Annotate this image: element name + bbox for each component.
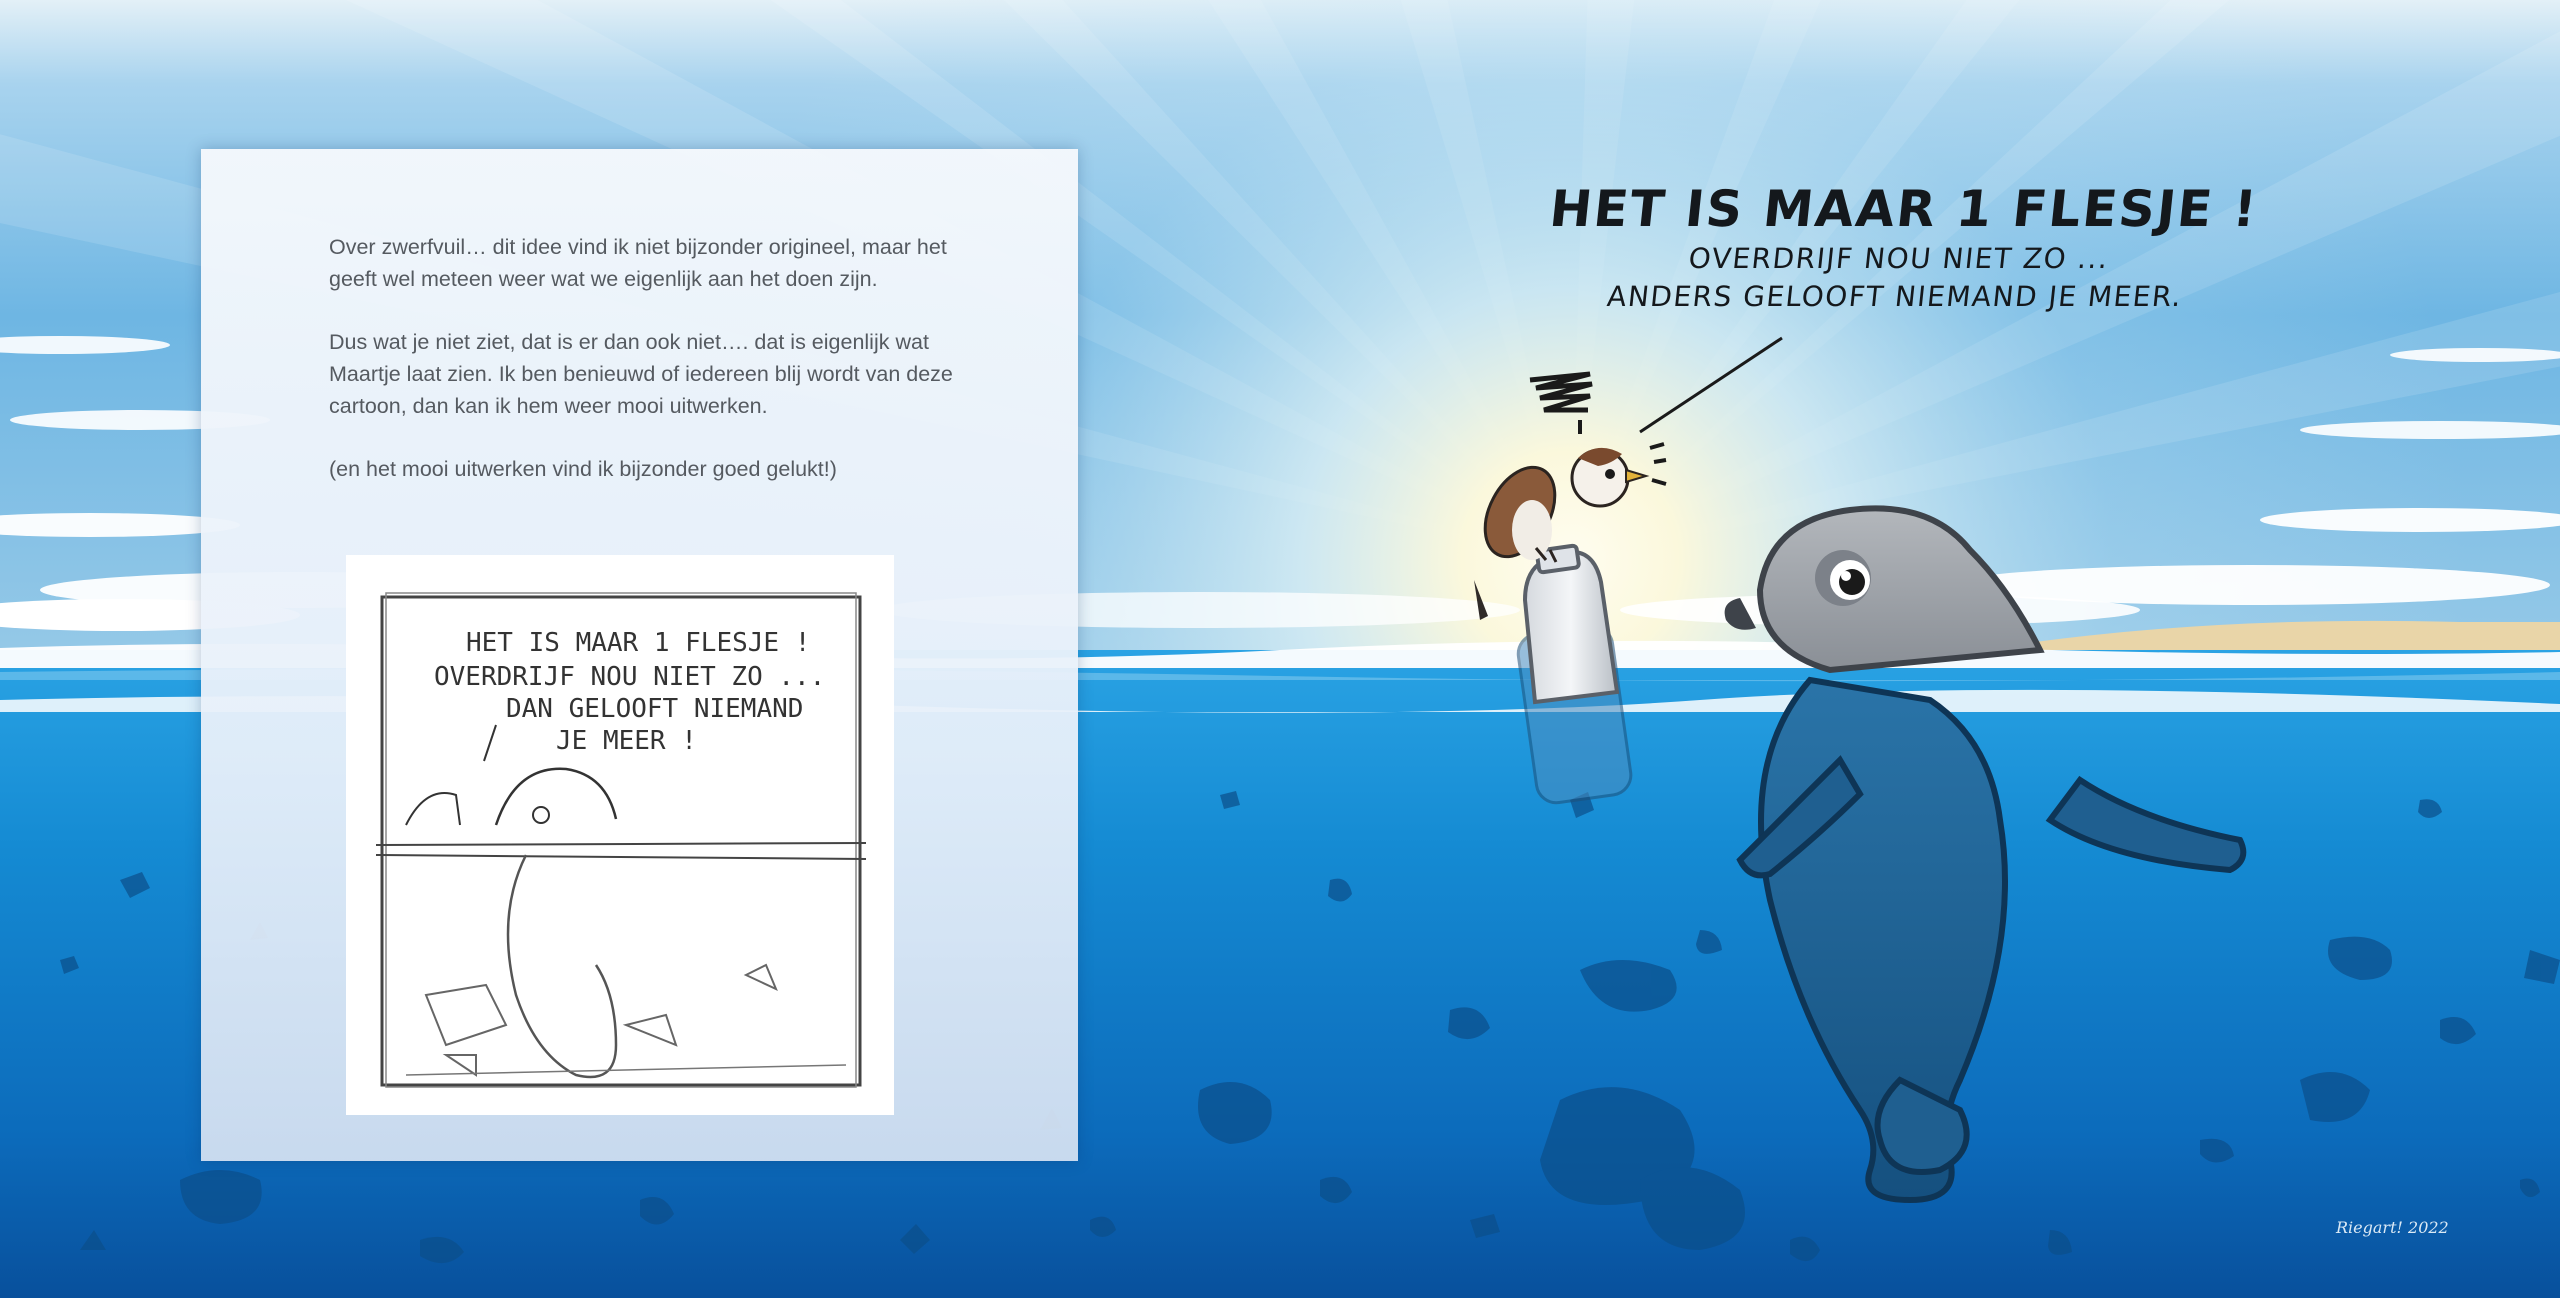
paragraph-3: (en het mooi uitwerken vind ik bijzonder goed gelukt!) bbox=[329, 457, 837, 481]
paragraph-2: Dus wat je niet ziet, dat is er dan ook niet…. dat is eigenlijk wat Maartje laat zien. Ik ben benieuwd of iedereen blij wordt van deze cartoon, dan kan ik hem weer mooi uitwerken. bbox=[329, 330, 953, 418]
sketch-line-3: DAN GELOOFT NIEMAND bbox=[506, 694, 804, 724]
cartoon-title bbox=[1493, 178, 2308, 316]
sketch-line-4: JE MEER ! bbox=[556, 726, 697, 756]
paragraph-1: Over zwerfvuil… dit idee vind ik niet bijzonder origineel, maar het geeft wel meteen weer wat we eigenlijk aan het doen zijn. bbox=[329, 235, 947, 291]
title-subtitle-2: ANDERS GELOOFT NIEMAND JE MEER. bbox=[1605, 280, 2185, 313]
artist-signature: Riegart! 2022 bbox=[2336, 1218, 2449, 1237]
sketch-illustration bbox=[346, 555, 894, 1115]
sketch-line-2: OVERDRIJF NOU NIET ZO ... bbox=[434, 662, 826, 692]
text-panel bbox=[201, 149, 1078, 1161]
panel-text bbox=[329, 231, 989, 516]
sketch-line-1: HET IS MAAR 1 FLESJE ! bbox=[466, 628, 811, 658]
title-main: HET IS MAAR 1 FLESJE ! bbox=[1546, 180, 2262, 238]
title-subtitle-1: OVERDRIJF NOU NIET ZO ... bbox=[1687, 242, 2111, 275]
